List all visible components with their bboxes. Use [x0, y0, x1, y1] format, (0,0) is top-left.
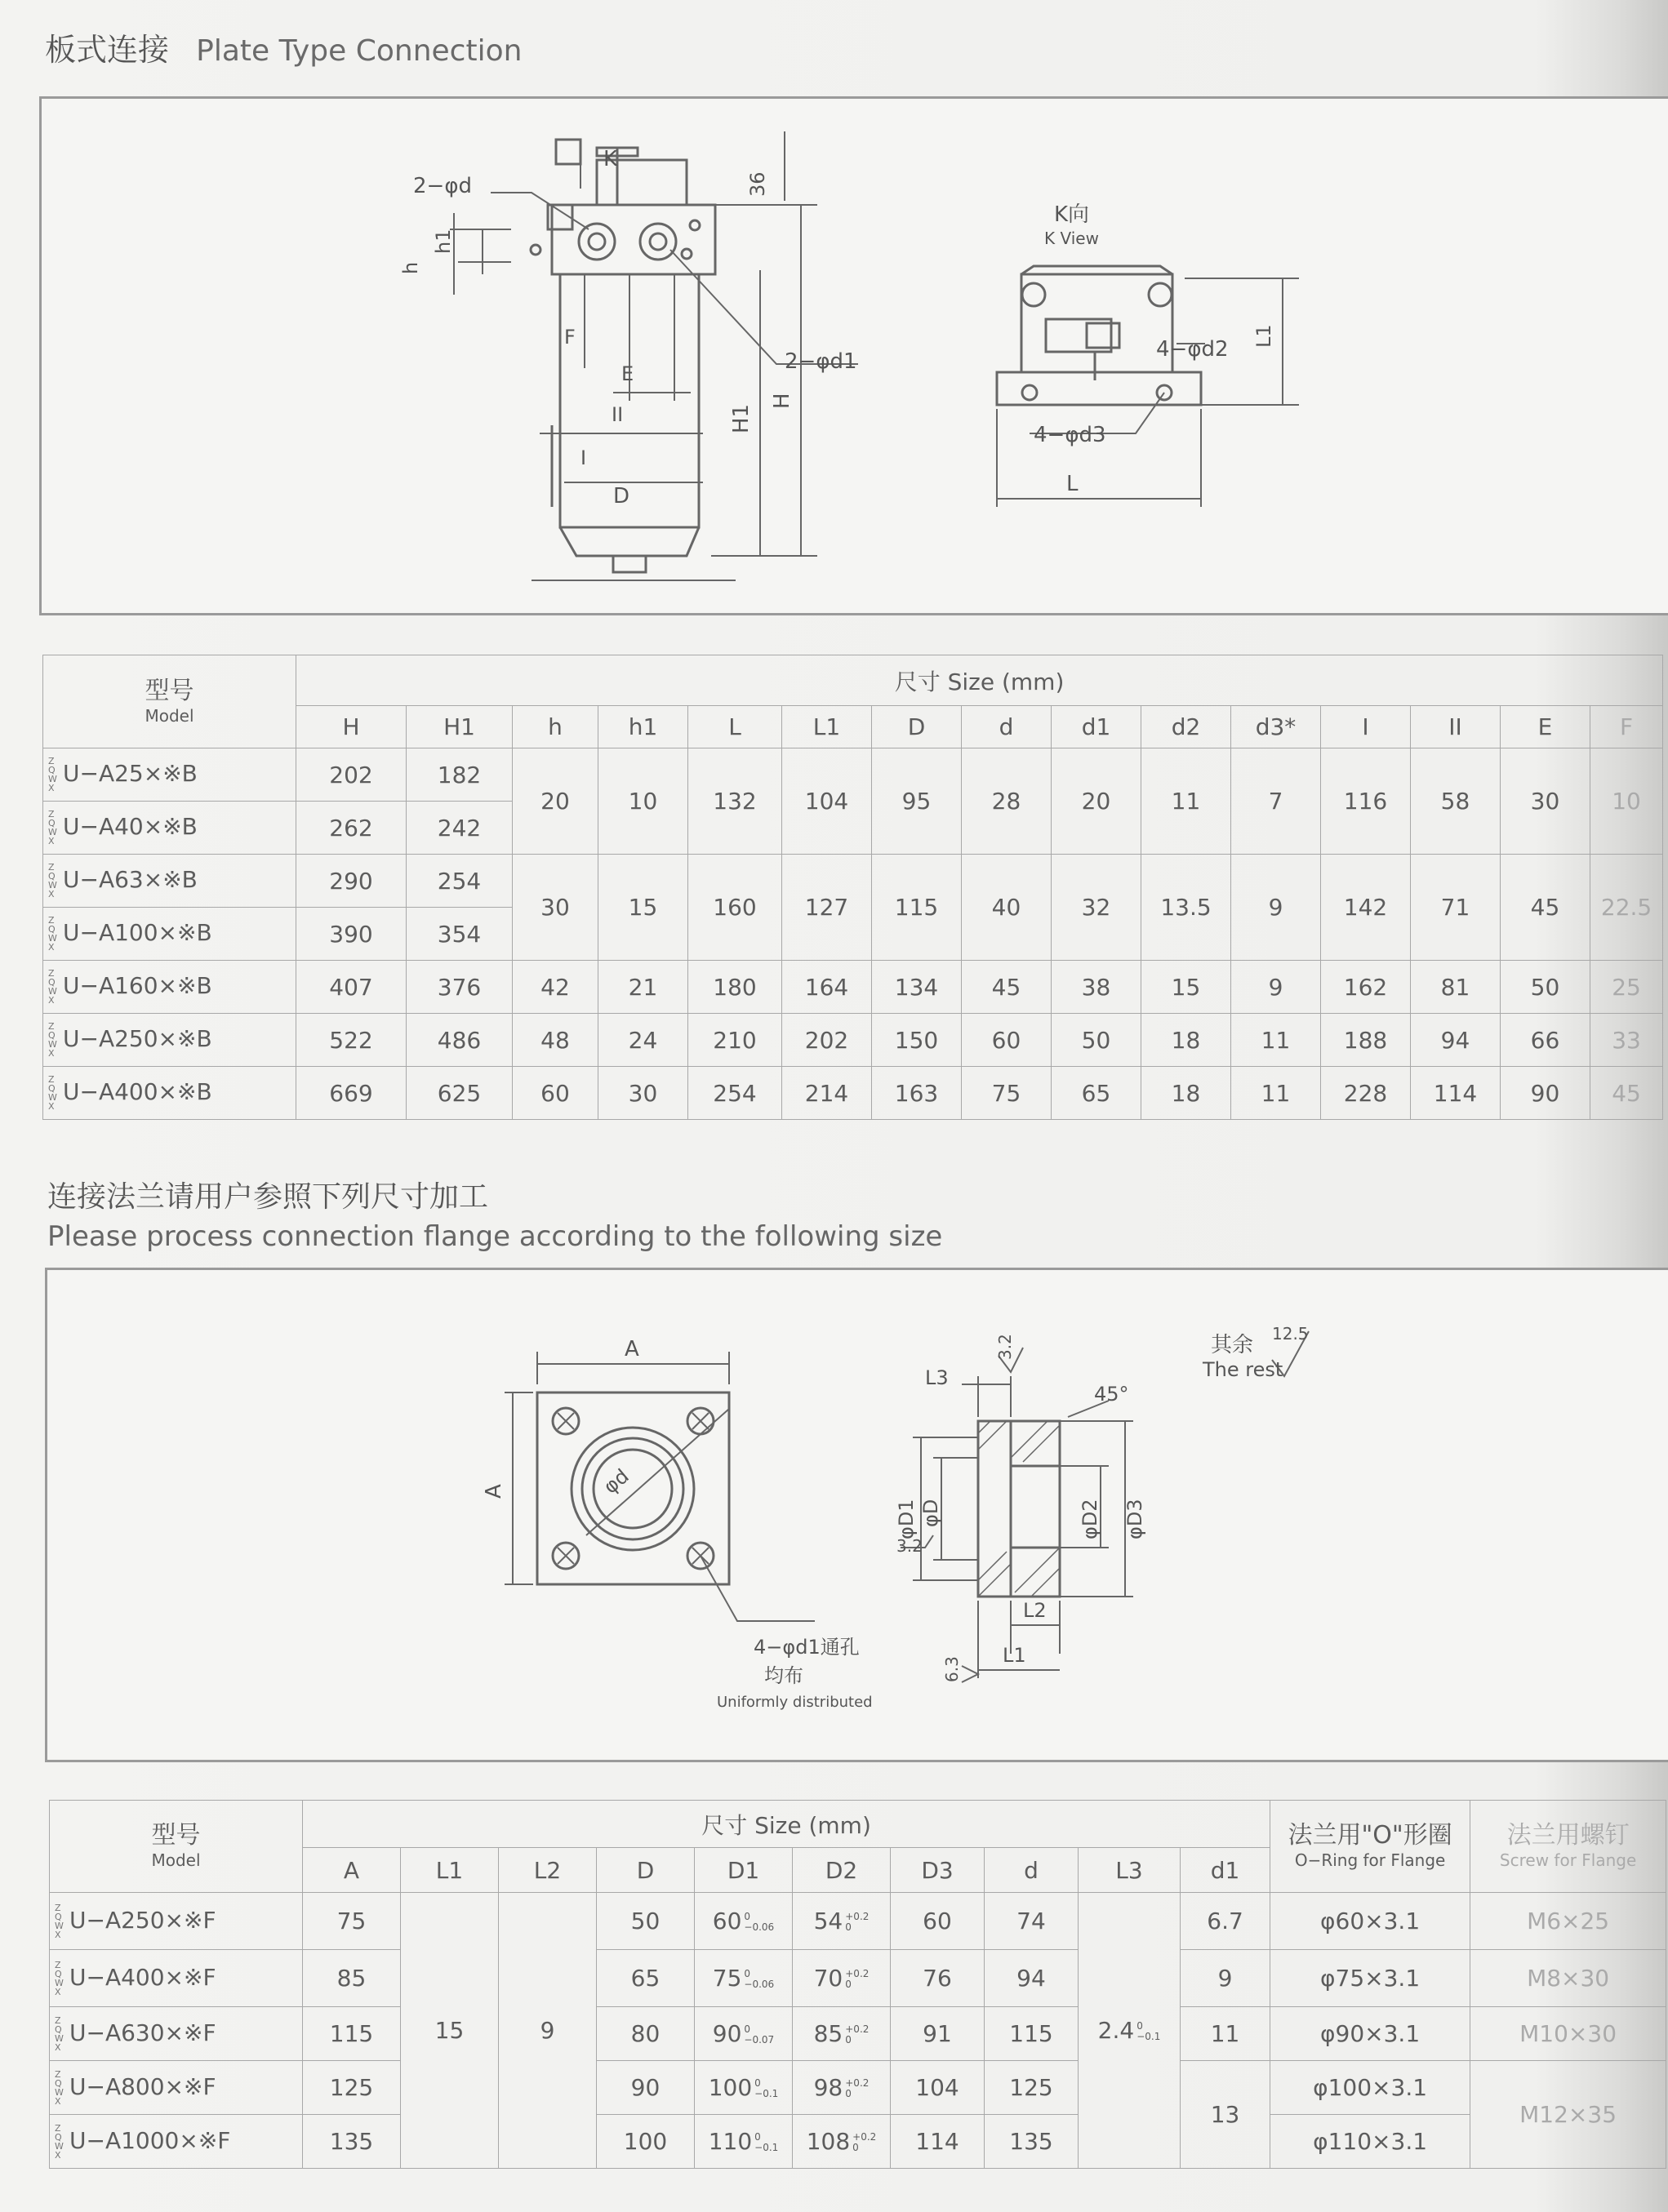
section2-title-en: Please process connection flange according to the following size — [47, 1220, 943, 1253]
cell: 58 — [1411, 748, 1501, 855]
screw-header: 法兰用螺钉 Screw for Flange — [1470, 1801, 1666, 1893]
cell: 20 — [1052, 748, 1141, 855]
col-header: D — [872, 706, 962, 748]
cell: 54 +0.2 0 — [793, 1893, 891, 1950]
table-row — [50, 2007, 1666, 2061]
cell: 90 — [1501, 1067, 1590, 1120]
col-header: L3 — [1079, 1848, 1181, 1893]
model-cell: ZQWXU−A40×※B — [43, 802, 296, 855]
cell: 116 — [1321, 748, 1411, 855]
cell: 24 — [598, 1014, 688, 1067]
cell: 290 — [296, 855, 407, 908]
flange-table — [49, 1800, 1666, 2169]
two-d1-label: 2−φd1 — [785, 349, 857, 374]
cell: 11 — [1231, 1067, 1321, 1120]
cell: 9 — [499, 1893, 597, 2169]
cell: 228 — [1321, 1067, 1411, 1120]
d3-label: φD3 — [1123, 1499, 1146, 1539]
cell: 202 — [782, 1014, 872, 1067]
cell: 22.5 — [1590, 855, 1663, 961]
section2-title-zh: 连接法兰请用户参照下列尺寸加工 — [47, 1180, 489, 1214]
cell: 11 — [1141, 748, 1231, 855]
cell: 390 — [296, 908, 407, 961]
cell: 85 +0.2 0 — [793, 2007, 891, 2061]
f-label: F — [564, 326, 576, 349]
cell: 75 — [962, 1067, 1052, 1120]
col-header: d1 — [1052, 706, 1141, 748]
model-cell: ZQWXU−A400×※B — [43, 1067, 296, 1120]
cell: 11 — [1231, 1014, 1321, 1067]
uniform-en: Uniformly distributed — [717, 1694, 873, 1711]
cell: 9 — [1231, 855, 1321, 961]
col-header: L1 — [401, 1848, 499, 1893]
cell: 33 — [1590, 1014, 1663, 1067]
L1-label: L1 — [1252, 324, 1275, 348]
cell: 100 — [597, 2115, 695, 2169]
k-view-en: K View — [1044, 229, 1099, 248]
cell: 132 — [688, 748, 782, 855]
plate-connection-table — [42, 655, 1663, 1120]
cell: 95 — [872, 748, 962, 855]
section1-title-en: Plate Type Connection — [196, 34, 523, 68]
d2-label: φD2 — [1079, 1499, 1101, 1539]
col-header: H — [296, 706, 407, 748]
oring-header: 法兰用"O"形圈 O−Ring for Flange — [1270, 1801, 1470, 1893]
table-row — [50, 1893, 1666, 1950]
cell: 66 — [1501, 1014, 1590, 1067]
cell: 45 — [1501, 855, 1590, 961]
cell: 11 — [1181, 2007, 1270, 2061]
roughness-bottom: 6.3 — [942, 1656, 962, 1682]
cell: 90 0 −0.07 — [695, 2007, 793, 2061]
cell: 202 — [296, 748, 407, 802]
cell: 60 — [891, 1893, 985, 1950]
table-row — [50, 2115, 1666, 2169]
cell: 150 — [872, 1014, 962, 1067]
model-cell: ZQWXU−A63×※B — [43, 855, 296, 908]
rest-roughness: 12.5 — [1272, 1324, 1309, 1344]
cell: 125 — [303, 2061, 401, 2115]
cell: 38 — [1052, 961, 1141, 1014]
L-label: L — [1066, 472, 1079, 496]
table-row — [50, 1950, 1666, 2007]
cell: φ90×3.1 — [1270, 2007, 1470, 2061]
cell: 30 — [1501, 748, 1590, 855]
cell: 210 — [688, 1014, 782, 1067]
cell: 486 — [407, 1014, 513, 1067]
cell: 85 — [303, 1950, 401, 2007]
H1-label: H1 — [729, 403, 754, 433]
l2-label: L2 — [1023, 1599, 1047, 1622]
a-side-label: A — [482, 1484, 506, 1499]
d-label: φD — [919, 1499, 942, 1527]
k-view-zh: K向 — [1054, 202, 1090, 227]
k-label: K — [603, 147, 618, 171]
cell: φ110×3.1 — [1270, 2115, 1470, 2169]
col-header: h1 — [598, 706, 688, 748]
col-header: d — [985, 1848, 1079, 1893]
col-header: d1 — [1181, 1848, 1270, 1893]
cell: 182 — [407, 748, 513, 802]
cell: 108 +0.2 0 — [793, 2115, 891, 2169]
cell: M6×25 — [1470, 1893, 1666, 1950]
model-cell: ZQWXU−A160×※B — [43, 961, 296, 1014]
dim-36-label: 36 — [746, 171, 769, 197]
cell: 100 0 −0.1 — [695, 2061, 793, 2115]
cell: 160 — [688, 855, 782, 961]
cell: 60 — [513, 1067, 598, 1120]
cell: M12×35 — [1470, 2061, 1666, 2169]
col-header: II — [1411, 706, 1501, 748]
cell: 18 — [1141, 1067, 1231, 1120]
rest-en: The rest — [1203, 1358, 1283, 1381]
cell: 214 — [782, 1067, 872, 1120]
cell: φ100×3.1 — [1270, 2061, 1470, 2115]
cell: 45 — [1590, 1067, 1663, 1120]
cell: 669 — [296, 1067, 407, 1120]
cell: 21 — [598, 961, 688, 1014]
cell: 48 — [513, 1014, 598, 1067]
plate-connection-drawing — [42, 99, 1668, 613]
col-header: h — [513, 706, 598, 748]
rest-zh: 其余 — [1211, 1333, 1254, 1357]
model-cell: ZQWXU−A100×※B — [43, 908, 296, 961]
a-top-label: A — [625, 1337, 639, 1361]
cell: 45 — [962, 961, 1052, 1014]
table-row — [50, 2061, 1666, 2115]
col-header: L2 — [499, 1848, 597, 1893]
table-row — [43, 855, 1663, 908]
l3-label: L3 — [925, 1366, 949, 1389]
cell: 13 — [1181, 2061, 1270, 2169]
col-header: F — [1590, 706, 1663, 748]
section1-title-zh: 板式连接 — [45, 32, 170, 68]
filter-head — [552, 205, 715, 274]
cell: 6.7 — [1181, 1893, 1270, 1950]
cell: 354 — [407, 908, 513, 961]
cell: 70 +0.2 0 — [793, 1950, 891, 2007]
cell: 114 — [891, 2115, 985, 2169]
e-label: E — [621, 362, 634, 385]
cell: 135 — [985, 2115, 1079, 2169]
cell: 114 — [1411, 1067, 1501, 1120]
cell: 163 — [872, 1067, 962, 1120]
cell: 60 0 −0.06 — [695, 1893, 793, 1950]
model-cell: ZQWXU−A250×※F — [50, 1893, 303, 1950]
cell: 10 — [598, 748, 688, 855]
table-row — [43, 748, 1663, 802]
model-cell: ZQWXU−A250×※B — [43, 1014, 296, 1067]
col-header: E — [1501, 706, 1590, 748]
cell: 164 — [782, 961, 872, 1014]
model-cell: ZQWXU−A800×※F — [50, 2061, 303, 2115]
cell: 254 — [688, 1067, 782, 1120]
i-label: I — [580, 446, 587, 469]
four-d2-label: 4−φd2 — [1156, 337, 1229, 362]
cell: M8×30 — [1470, 1950, 1666, 2007]
cell: 60 — [962, 1014, 1052, 1067]
cell: 90 — [597, 2061, 695, 2115]
cell: 104 — [891, 2061, 985, 2115]
cell: 376 — [407, 961, 513, 1014]
cell: 9 — [1231, 961, 1321, 1014]
four-d3-label: 4−φd3 — [1034, 423, 1106, 447]
model-cell: ZQWXU−A1000×※F — [50, 2115, 303, 2169]
col-header: D3 — [891, 1848, 985, 1893]
col-header: d2 — [1141, 706, 1231, 748]
cell: 127 — [782, 855, 872, 961]
cell: 407 — [296, 961, 407, 1014]
model-cell: ZQWXU−A400×※F — [50, 1950, 303, 2007]
col-header: D2 — [793, 1848, 891, 1893]
model-cell: ZQWXU−A25×※B — [43, 748, 296, 802]
col-header: I — [1321, 706, 1411, 748]
cell: 94 — [1411, 1014, 1501, 1067]
roughness-left: 3.2 — [896, 1536, 923, 1556]
cell: 134 — [872, 961, 962, 1014]
cell: 15 — [1141, 961, 1231, 1014]
cell: 625 — [407, 1067, 513, 1120]
cell: 242 — [407, 802, 513, 855]
roughness-top: 3.2 — [995, 1334, 1015, 1360]
cell: 30 — [513, 855, 598, 961]
cell: 65 — [1052, 1067, 1141, 1120]
cell: 254 — [407, 855, 513, 908]
flange-diagram — [45, 1268, 1668, 1762]
col-header: d — [962, 706, 1052, 748]
cell: 115 — [303, 2007, 401, 2061]
cell: 115 — [985, 2007, 1079, 2061]
d1-label: φD1 — [895, 1499, 918, 1539]
table-row — [43, 961, 1663, 1014]
table-row — [43, 1067, 1663, 1120]
col-header: A — [303, 1848, 401, 1893]
section1-title — [45, 24, 522, 69]
cell: 9 — [1181, 1950, 1270, 2007]
cell: 2.4 0 −0.1 — [1079, 1893, 1181, 2169]
cell: 76 — [891, 1950, 985, 2007]
cell: 142 — [1321, 855, 1411, 961]
table-row — [43, 1014, 1663, 1067]
col-header: d3* — [1231, 706, 1321, 748]
cell: 71 — [1411, 855, 1501, 961]
cell: 91 — [891, 2007, 985, 2061]
H-label: H — [770, 393, 794, 409]
cell: 262 — [296, 802, 407, 855]
cell: 180 — [688, 961, 782, 1014]
col-header: L1 — [782, 706, 872, 748]
cell: 50 — [597, 1893, 695, 1950]
model-header: 型号 Model — [50, 1801, 303, 1893]
cell: 135 — [303, 2115, 401, 2169]
cell: 42 — [513, 961, 598, 1014]
cell: 10 — [1590, 748, 1663, 855]
col-header: D1 — [695, 1848, 793, 1893]
cell: 50 — [1501, 961, 1590, 1014]
cell: 40 — [962, 855, 1052, 961]
cell: 80 — [597, 2007, 695, 2061]
d-label: D — [613, 484, 630, 509]
cell: 74 — [985, 1893, 1079, 1950]
cell: 104 — [782, 748, 872, 855]
cell: 7 — [1231, 748, 1321, 855]
cell: 18 — [1141, 1014, 1231, 1067]
h-label: h — [399, 261, 422, 274]
l1-label: L1 — [1003, 1644, 1026, 1667]
size-header: 尺寸 Size (mm) — [296, 655, 1663, 706]
cell: 162 — [1321, 961, 1411, 1014]
angle-label: 45° — [1094, 1383, 1129, 1406]
uniform-zh: 均布 — [764, 1664, 803, 1687]
col-header: D — [597, 1848, 695, 1893]
model-cell: ZQWXU−A630×※F — [50, 2007, 303, 2061]
cell: φ60×3.1 — [1270, 1893, 1470, 1950]
section2-title — [47, 1178, 942, 1256]
cell: 50 — [1052, 1014, 1141, 1067]
cell: 94 — [985, 1950, 1079, 2007]
cell: 65 — [597, 1950, 695, 2007]
cell: 20 — [513, 748, 598, 855]
phi-d-label: φd — [598, 1464, 634, 1499]
cell: 32 — [1052, 855, 1141, 961]
cell: 110 0 −0.1 — [695, 2115, 793, 2169]
flange-drawing — [47, 1270, 1668, 1760]
cell: 25 — [1590, 961, 1663, 1014]
cell: 13.5 — [1141, 855, 1231, 961]
cell: 115 — [872, 855, 962, 961]
cell: 98 +0.2 0 — [793, 2061, 891, 2115]
flange-section-view — [978, 1421, 1060, 1597]
cell: 522 — [296, 1014, 407, 1067]
cell: 125 — [985, 2061, 1079, 2115]
cell: φ75×3.1 — [1270, 1950, 1470, 2007]
plate-connection-diagram — [39, 96, 1668, 615]
cell: 81 — [1411, 961, 1501, 1014]
col-header: H1 — [407, 706, 513, 748]
model-header: 型号 Model — [43, 655, 296, 748]
cell: 30 — [598, 1067, 688, 1120]
cell: 188 — [1321, 1014, 1411, 1067]
h1-label: h1 — [432, 229, 455, 254]
cell: 15 — [598, 855, 688, 961]
cell: 15 — [401, 1893, 499, 2169]
size-header: 尺寸 Size (mm) — [303, 1801, 1270, 1848]
cell: 28 — [962, 748, 1052, 855]
ii-label: II — [612, 403, 624, 426]
cell: 75 — [303, 1893, 401, 1950]
col-header: L — [688, 706, 782, 748]
cell: 75 0 −0.06 — [695, 1950, 793, 2007]
two-d-label: 2−φd — [413, 174, 472, 198]
cell: M10×30 — [1470, 2007, 1666, 2061]
holes-label: 4−φd1通孔 — [754, 1636, 860, 1659]
